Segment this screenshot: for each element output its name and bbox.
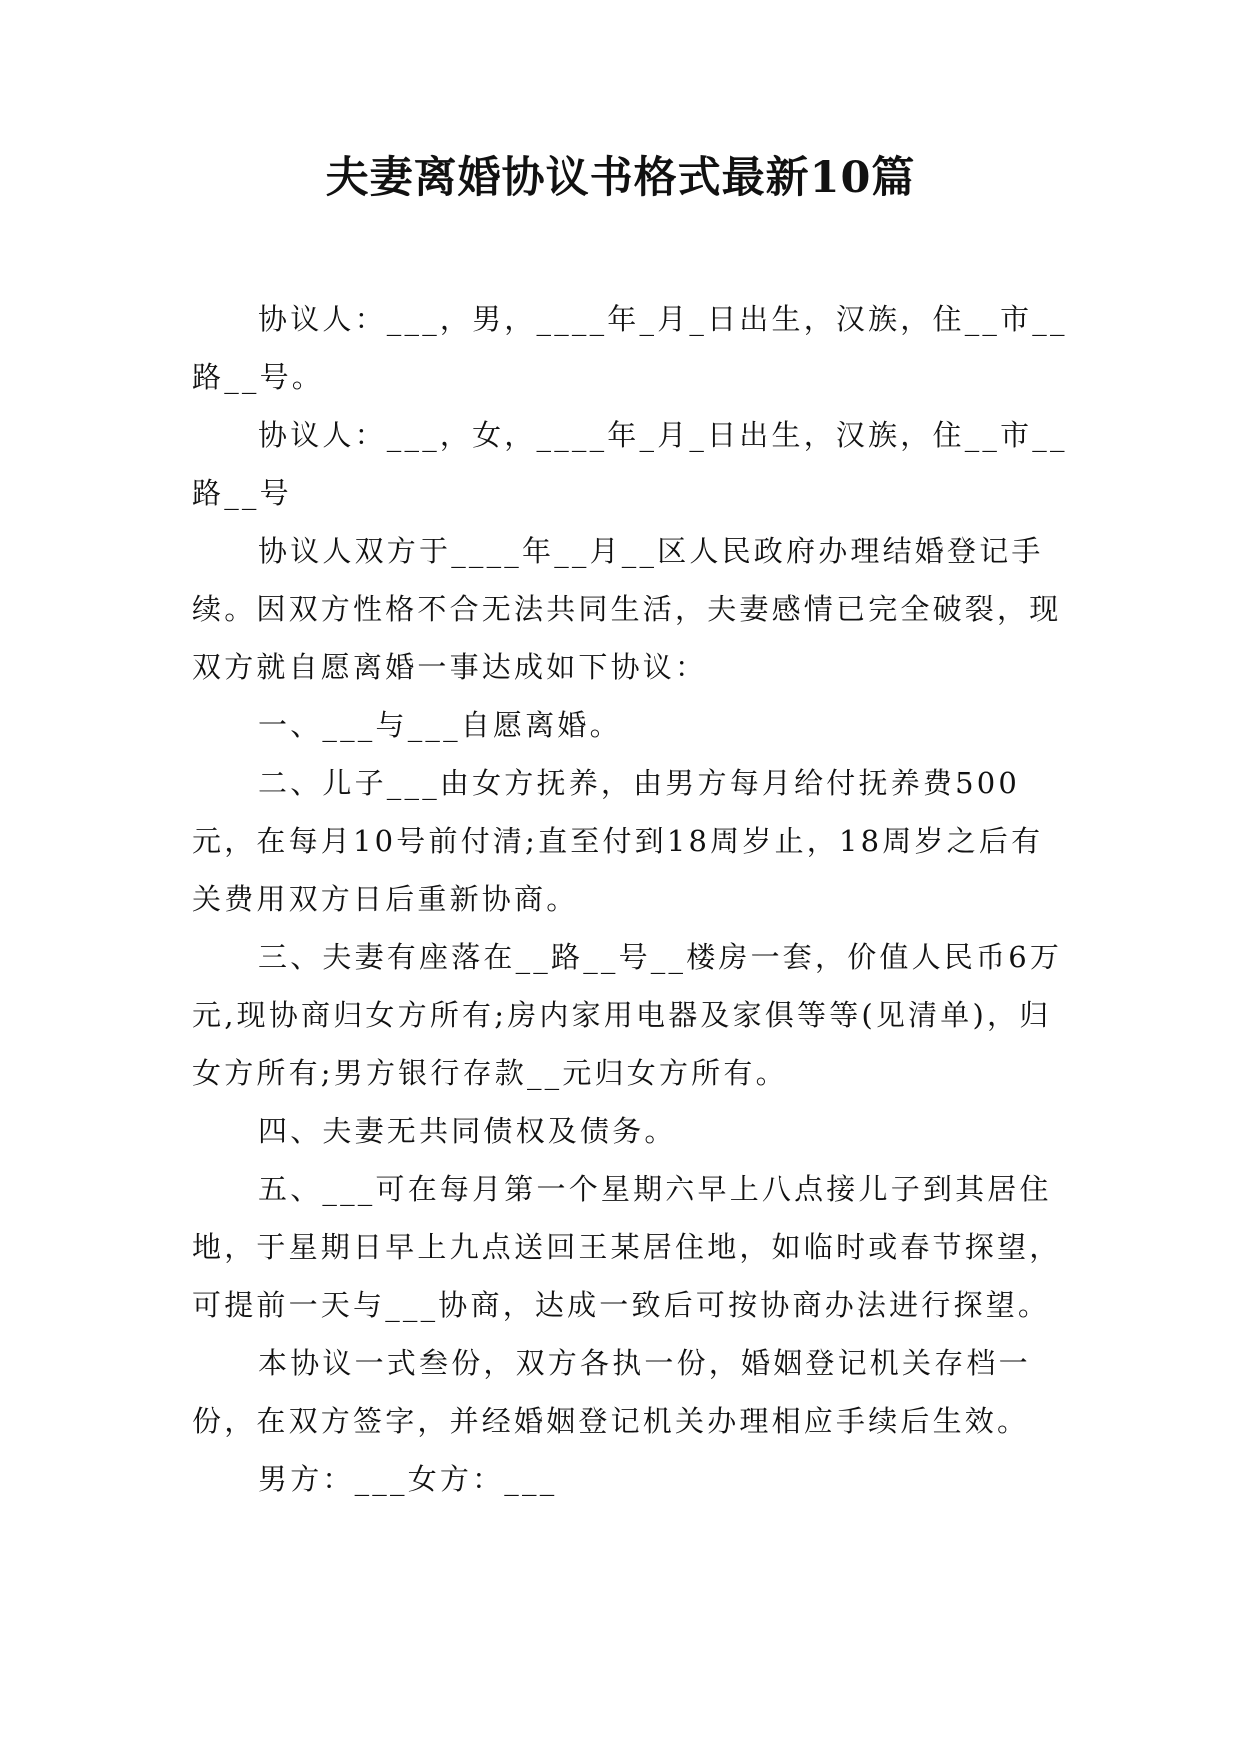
paragraph-copies: 本协议一式叁份，双方各执一份，婚姻登记机关存档一份，在双方签字，并经婚姻登记机关办理相应手续后生效。 bbox=[192, 1346, 1031, 1438]
paragraph-clause-2: 二、儿子___由女方抚养，由男方每月给付抚养费500元，在每月10号前付清;直至付到18周岁止，18周岁之后有关费用双方日后重新协商。 bbox=[192, 766, 1044, 916]
document-body bbox=[192, 290, 1072, 1508]
paragraph-clause-1: 一、___与___自愿离婚。 bbox=[258, 708, 622, 742]
paragraph-party-female: 协议人：___，女，____年_月_日出生，汉族，住__市__路__号 bbox=[192, 418, 1068, 510]
paragraph-preamble: 协议人双方于____年__月__区人民政府办理结婚登记手续。因双方性格不合无法共同生活，夫妻感情已完全破裂，现双方就自愿离婚一事达成如下协议： bbox=[192, 534, 1062, 684]
paragraph-clause-5: 五、___可在每月第一个星期六早上八点接儿子到其居住地，于星期日早上九点送回王某居住地，如临时或春节探望，可提前一天与___协商，达成一致后可按协商办法进行探望。 bbox=[192, 1172, 1062, 1322]
paragraph-signatures: 男方：___女方：___ bbox=[258, 1462, 558, 1496]
document-title: 夫妻离婚协议书格式最新10篇 bbox=[325, 153, 916, 203]
paragraph-party-male: 协议人：___，男，____年_月_日出生，汉族，住__市__路__号。 bbox=[192, 302, 1068, 394]
paragraph-clause-3: 三、夫妻有座落在__路__号__楼房一套，价值人民币6万元,现协商归女方所有;房内家用电器及家俱等等(见清单)，归女方所有;男方银行存款__元归女方所有。 bbox=[192, 940, 1063, 1090]
paragraph-clause-4: 四、夫妻无共同债权及债务。 bbox=[258, 1114, 677, 1148]
